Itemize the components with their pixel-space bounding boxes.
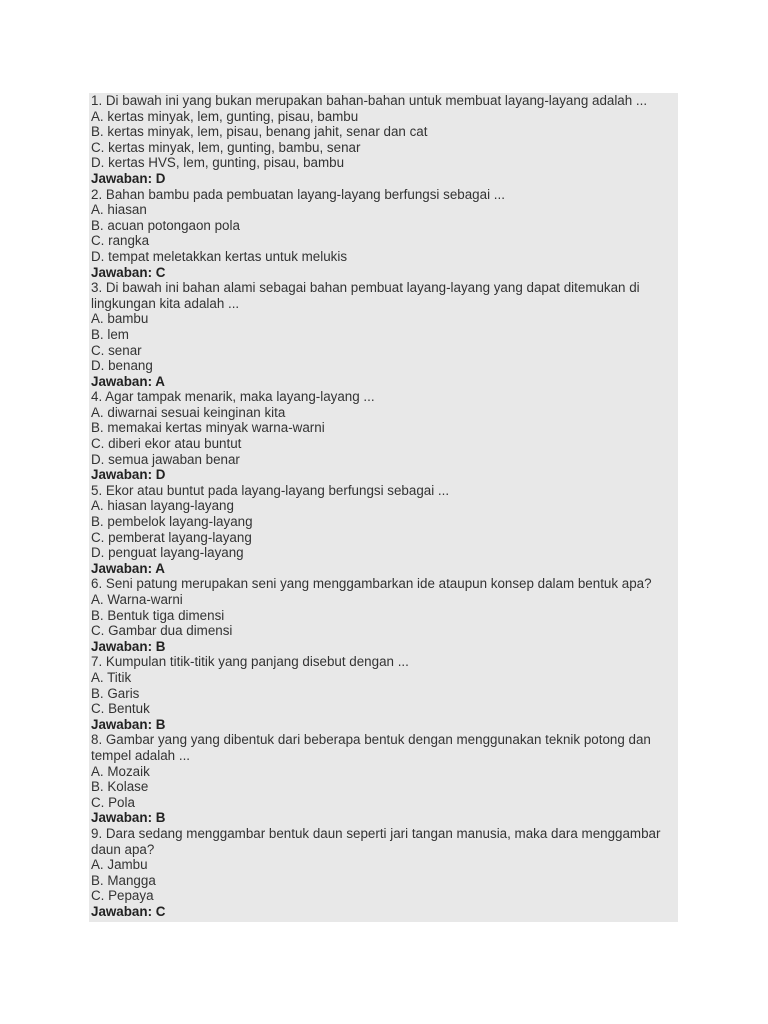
question-block: [91, 732, 678, 826]
option-c: C. Gambar dua dimensi: [91, 623, 233, 639]
option-b: B. kertas minyak, lem, pisau, benang jahit, senar dan cat: [91, 124, 428, 140]
option-c: C. pemberat layang-layang: [91, 529, 252, 545]
question-block: [91, 389, 678, 483]
option-c: C. Pepaya: [91, 888, 154, 904]
question-block: [91, 483, 678, 577]
answer-key: Jawaban: C: [91, 264, 166, 280]
question-block: [91, 187, 678, 281]
answer-key: Jawaban: B: [91, 810, 166, 826]
option-a: A. diwarnai sesuai keinginan kita: [91, 404, 286, 420]
answer-key: Jawaban: B: [91, 638, 166, 654]
answer-key: Jawaban: D: [91, 467, 166, 483]
option-a: A. Warna-warni: [91, 592, 183, 607]
question-text: 7. Kumpulan titik-titik yang panjang disebut dengan ...: [91, 654, 409, 670]
question-text: 8. Gambar yang yang dibentuk dari beberapa bentuk dengan menggunakan teknik potong dan tempel adalah ...: [91, 732, 651, 763]
option-b: B. Kolase: [91, 779, 149, 795]
option-b: B. pembelok layang-layang: [91, 514, 253, 530]
option-d: D. semua jawaban benar: [91, 451, 240, 467]
option-a: A. bambu: [91, 311, 149, 327]
option-a: A. hiasan layang-layang: [91, 498, 234, 514]
option-d: D. kertas HVS, lem, gunting, pisau, bambu: [91, 155, 345, 171]
answer-key: Jawaban: B: [91, 716, 166, 732]
option-c: C. kertas minyak, lem, gunting, bambu, senar: [91, 139, 361, 155]
option-c: C. rangka: [91, 233, 150, 249]
question-block: [91, 576, 678, 654]
option-d: D. penguat layang-layang: [91, 545, 244, 561]
question-text: 6. Seni patung merupakan seni yang menggambarkan ide ataupun konsep dalam bentuk apa?: [91, 576, 652, 592]
question-text: 3. Di bawah ini bahan alami sebagai bahan pembuat layang-layang yang dapat ditemukan di lingkungan kita adalah ...: [91, 280, 640, 311]
question-block: [91, 93, 678, 187]
option-c: C. Pola: [91, 794, 135, 810]
question-text: 9. Dara sedang menggambar bentuk daun seperti jari tangan manusia, maka dara menggambar daun apa?: [91, 825, 661, 857]
question-text: 4. Agar tampak menarik, maka layang-layang ...: [91, 389, 375, 405]
option-a: A. kertas minyak, lem, gunting, pisau, bambu: [91, 108, 359, 124]
answer-key: Jawaban: C: [91, 903, 166, 919]
option-b: B. acuan potongaon pola: [91, 217, 240, 233]
answer-key: Jawaban: A: [91, 560, 165, 576]
option-b: B. lem: [91, 326, 129, 342]
question-block: [91, 654, 678, 732]
option-a: A. Mozaik: [91, 763, 150, 779]
question-block: [91, 280, 678, 389]
answer-key: Jawaban: A: [91, 373, 165, 389]
option-a: A. Jambu: [91, 857, 148, 873]
option-d: D. tempat meletakkan kertas untuk melukis: [91, 248, 348, 264]
question-block: [91, 826, 678, 920]
option-c: C. senar: [91, 342, 142, 358]
quiz-document-panel: [89, 93, 678, 922]
option-b: B. Bentuk tiga dimensi: [91, 607, 225, 623]
option-b: B. Mangga: [91, 872, 156, 888]
option-c: C. Bentuk: [91, 701, 150, 717]
answer-key: Jawaban: D: [91, 170, 166, 186]
question-text: 1. Di bawah ini yang bukan merupakan bahan-bahan untuk membuat layang-layang adalah ...: [91, 93, 648, 108]
option-b: B. Garis: [91, 685, 140, 701]
question-text: 5. Ekor atau buntut pada layang-layang berfungsi sebagai ...: [91, 482, 450, 498]
question-text: 2. Bahan bambu pada pembuatan layang-layang berfungsi sebagai ...: [91, 186, 505, 202]
option-b: B. memakai kertas minyak warna-warni: [91, 420, 325, 436]
option-d: D. benang: [91, 358, 153, 374]
option-c: C. diberi ekor atau buntut: [91, 436, 242, 452]
option-a: A. Titik: [91, 669, 132, 685]
option-a: A. hiasan: [91, 202, 147, 218]
